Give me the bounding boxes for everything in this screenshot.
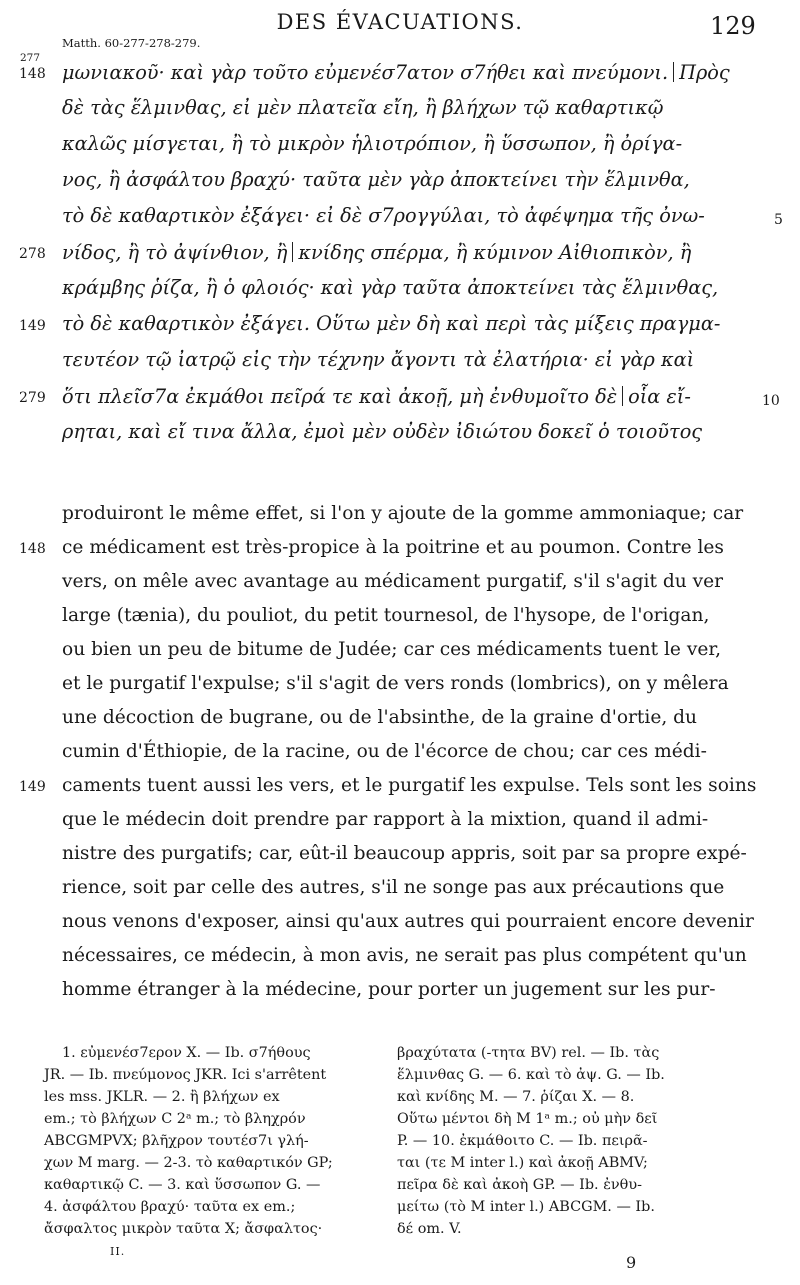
greek-line: δὲ τὰς ἕλμινθας, εἰ μὲν πλατεῖα εἴη, ἢ βλήχων τῷ καθαρτικῷ [62,96,664,119]
volume-signature: II. [110,1245,126,1258]
page-number: 129 [710,12,756,40]
folio-divider-bar [292,242,293,262]
french-line: produiront le même effet, si l'on y ajoute de la gomme ammoniaque; car [62,503,744,524]
footnote-line: JR. — Ib. πνεύμονος JKR. Ici s'arrêtent [44,1067,327,1083]
greek-line: νος, ἢ ἀσφάλτου βραχύ· ταῦτα μὲν γὰρ ἀποκτείνει τὴν ἕλμινθα, [62,168,690,191]
footnote-line: βραχύτατα (-τητα BV) rel. — Ib. τὰς [397,1045,660,1061]
line-number: 10 [762,393,780,409]
footnote-line: Οὕτω μέντοι δὴ M 1ᵃ m.; οὐ μὴν δεῖ [397,1111,658,1127]
folio-divider-bar [622,386,623,406]
french-line: caments tuent aussi les vers, et le purgatif les expulse. Tels sont les soins [62,775,757,796]
greek-line: καλῶς μίσγεται, ἢ τὸ μικρὸν ἡλιοτρόπιον, ἢ ὕσσωπον, ἢ ὀρίγα- [62,132,683,155]
folio-divider-bar [673,62,674,82]
greek-line: ρηται, καὶ εἴ τινα ἄλλα, ἐμοὶ μὲν οὐδὲν ἰδιώτου δοκεῖ ὁ τοιοῦτος [62,420,703,443]
greek-line: τὸ δὲ καθαρτικὸν ἐξάγει. Οὕτω μὲν δὴ καὶ περὶ τὰς μίξεις πραγμα- [62,312,721,335]
french-line: ce médicament est très-propice à la poitrine et au poumon. Contre les [62,537,724,558]
margin-folio-number: 148 [19,66,46,82]
margin-folio-number: 278 [19,246,46,262]
footnote-line: καθαρτικῷ C. — 3. καὶ ὕσσωπον G. — [44,1177,321,1193]
greek-line: ὅτι πλεῖσ7α ἐκμάθοι πεῖρά τε καὶ ἀκοῇ, μὴ ἐνθυμοῖτο δὲ οἷα εἴ- [62,384,691,408]
margin-folio-number: 279 [19,390,46,406]
french-line: et le purgatif l'expulse; s'il s'agit de vers ronds (lombrics), on y mêlera [62,673,729,694]
line-number: 5 [774,212,783,228]
footnote-line: πεῖρα δὲ καὶ ἀκοὴ GP. — Ib. ἐνθυ- [397,1177,642,1193]
margin-folio-number: 149 [19,779,46,795]
greek-line: τευτέον τῷ ἰατρῷ εἰς τὴν τέχνην ἄγοντι τὰ ἐλατήρια· εἰ γὰρ καὶ [62,348,695,371]
footnote-line: em.; τὸ βλήχων C 2ᵃ m.; τὸ βληχρόν [44,1111,306,1127]
footnote-line: les mss. JKLR. — 2. ἢ βλήχων ex [44,1089,280,1105]
french-line: homme étranger à la médecine, pour porter un jugement sur les pur- [62,979,716,1000]
french-line: nous venons d'exposer, ainsi qu'aux autres qui pourraient encore devenir [62,911,754,932]
margin-folio-number: 148 [19,541,46,557]
gathering-signature: 9 [626,1253,637,1272]
french-line: que le médecin doit prendre par rapport à la mixtion, quand il admi- [62,809,709,830]
running-head-title: DES ÉVACUATIONS. [276,10,524,34]
french-line: une décoction de bugrane, ou de l'absinthe, de la graine d'ortie, du [62,707,698,728]
footnote-line: μείτω (τὸ M inter l.) ABCGM. — Ib. [397,1199,655,1215]
footnote-line: 4. ἀσφάλτου βραχύ· ταῦτα ex em.; [44,1199,296,1215]
french-line: large (tænia), du pouliot, du petit tournesol, de l'hysope, de l'origan, [62,605,710,626]
footnote-line: ABCGMPVX; βλῆχρον τουτέσ7ι γλή- [44,1133,309,1149]
footnote-line: 1. εὐμενέσ7ερον X. — Ib. σ7ήθους [62,1045,311,1061]
french-line: rience, soit par celle des autres, s'il ne songe pas aux précautions que [62,877,725,898]
edition-reference: Matth. 60-277-278-279. [62,36,201,50]
greek-line: κράμβης ῥίζα, ἢ ὁ φλοιός· καὶ γὰρ ταῦτα ἀποκτείνει τὰς ἕλμινθας, [62,276,719,299]
footnote-line: ται (τε M inter l.) καὶ ἀκοῇ ABMV; [397,1155,648,1171]
footnote-line: χων M marg. — 2-3. τὸ καθαρτικόν GP; [44,1155,333,1171]
footnote-line: ἕλμινθας G. — 6. καὶ τὸ ἀψ. G. — Ib. [397,1067,665,1083]
footnote-line: καὶ κνίδης M. — 7. ῥίζαι X. — 8. [397,1089,635,1105]
margin-folio-number: 277 [20,52,41,64]
footnote-line: P. — 10. ἐκμάθοιτο C. — Ib. πειρᾶ- [397,1133,648,1149]
french-line: nistre des purgatifs; car, eût-il beaucoup appris, soit par sa propre expé- [62,843,747,864]
french-line: cumin d'Éthiopie, de la racine, ou de l'écorce de chou; car ces médi- [62,741,707,762]
greek-line: τὸ δὲ καθαρτικὸν ἐξάγει· εἰ δὲ σ7ρογγύλαι, τὸ ἀφέψημα τῆς ὀνω- [62,204,705,227]
french-line: nécessaires, ce médecin, à mon avis, ne serait pas plus compétent qu'un [62,945,747,966]
greek-line: μωνιακοῦ· καὶ γὰρ τοῦτο εὐμενέσ7ατον σ7ήθει καὶ πνεύμονι. Πρὸς [62,60,730,84]
french-line: vers, on mêle avec avantage au médicament purgatif, s'il s'agit du ver [62,571,724,592]
footnote-line: δέ om. V. [397,1221,462,1237]
margin-folio-number: 149 [19,318,46,334]
footnote-line: ἄσφαλτος μικρὸν ταῦτα X; ἄσφαλτος· [44,1221,323,1237]
greek-line: νίδος, ἢ τὸ ἀψίνθιον, ἢ κνίδης σπέρμα, ἢ κύμινον Αἰθιοπικὸν, ἢ [62,240,692,264]
french-line: ou bien un peu de bitume de Judée; car ces médicaments tuent le ver, [62,639,722,660]
